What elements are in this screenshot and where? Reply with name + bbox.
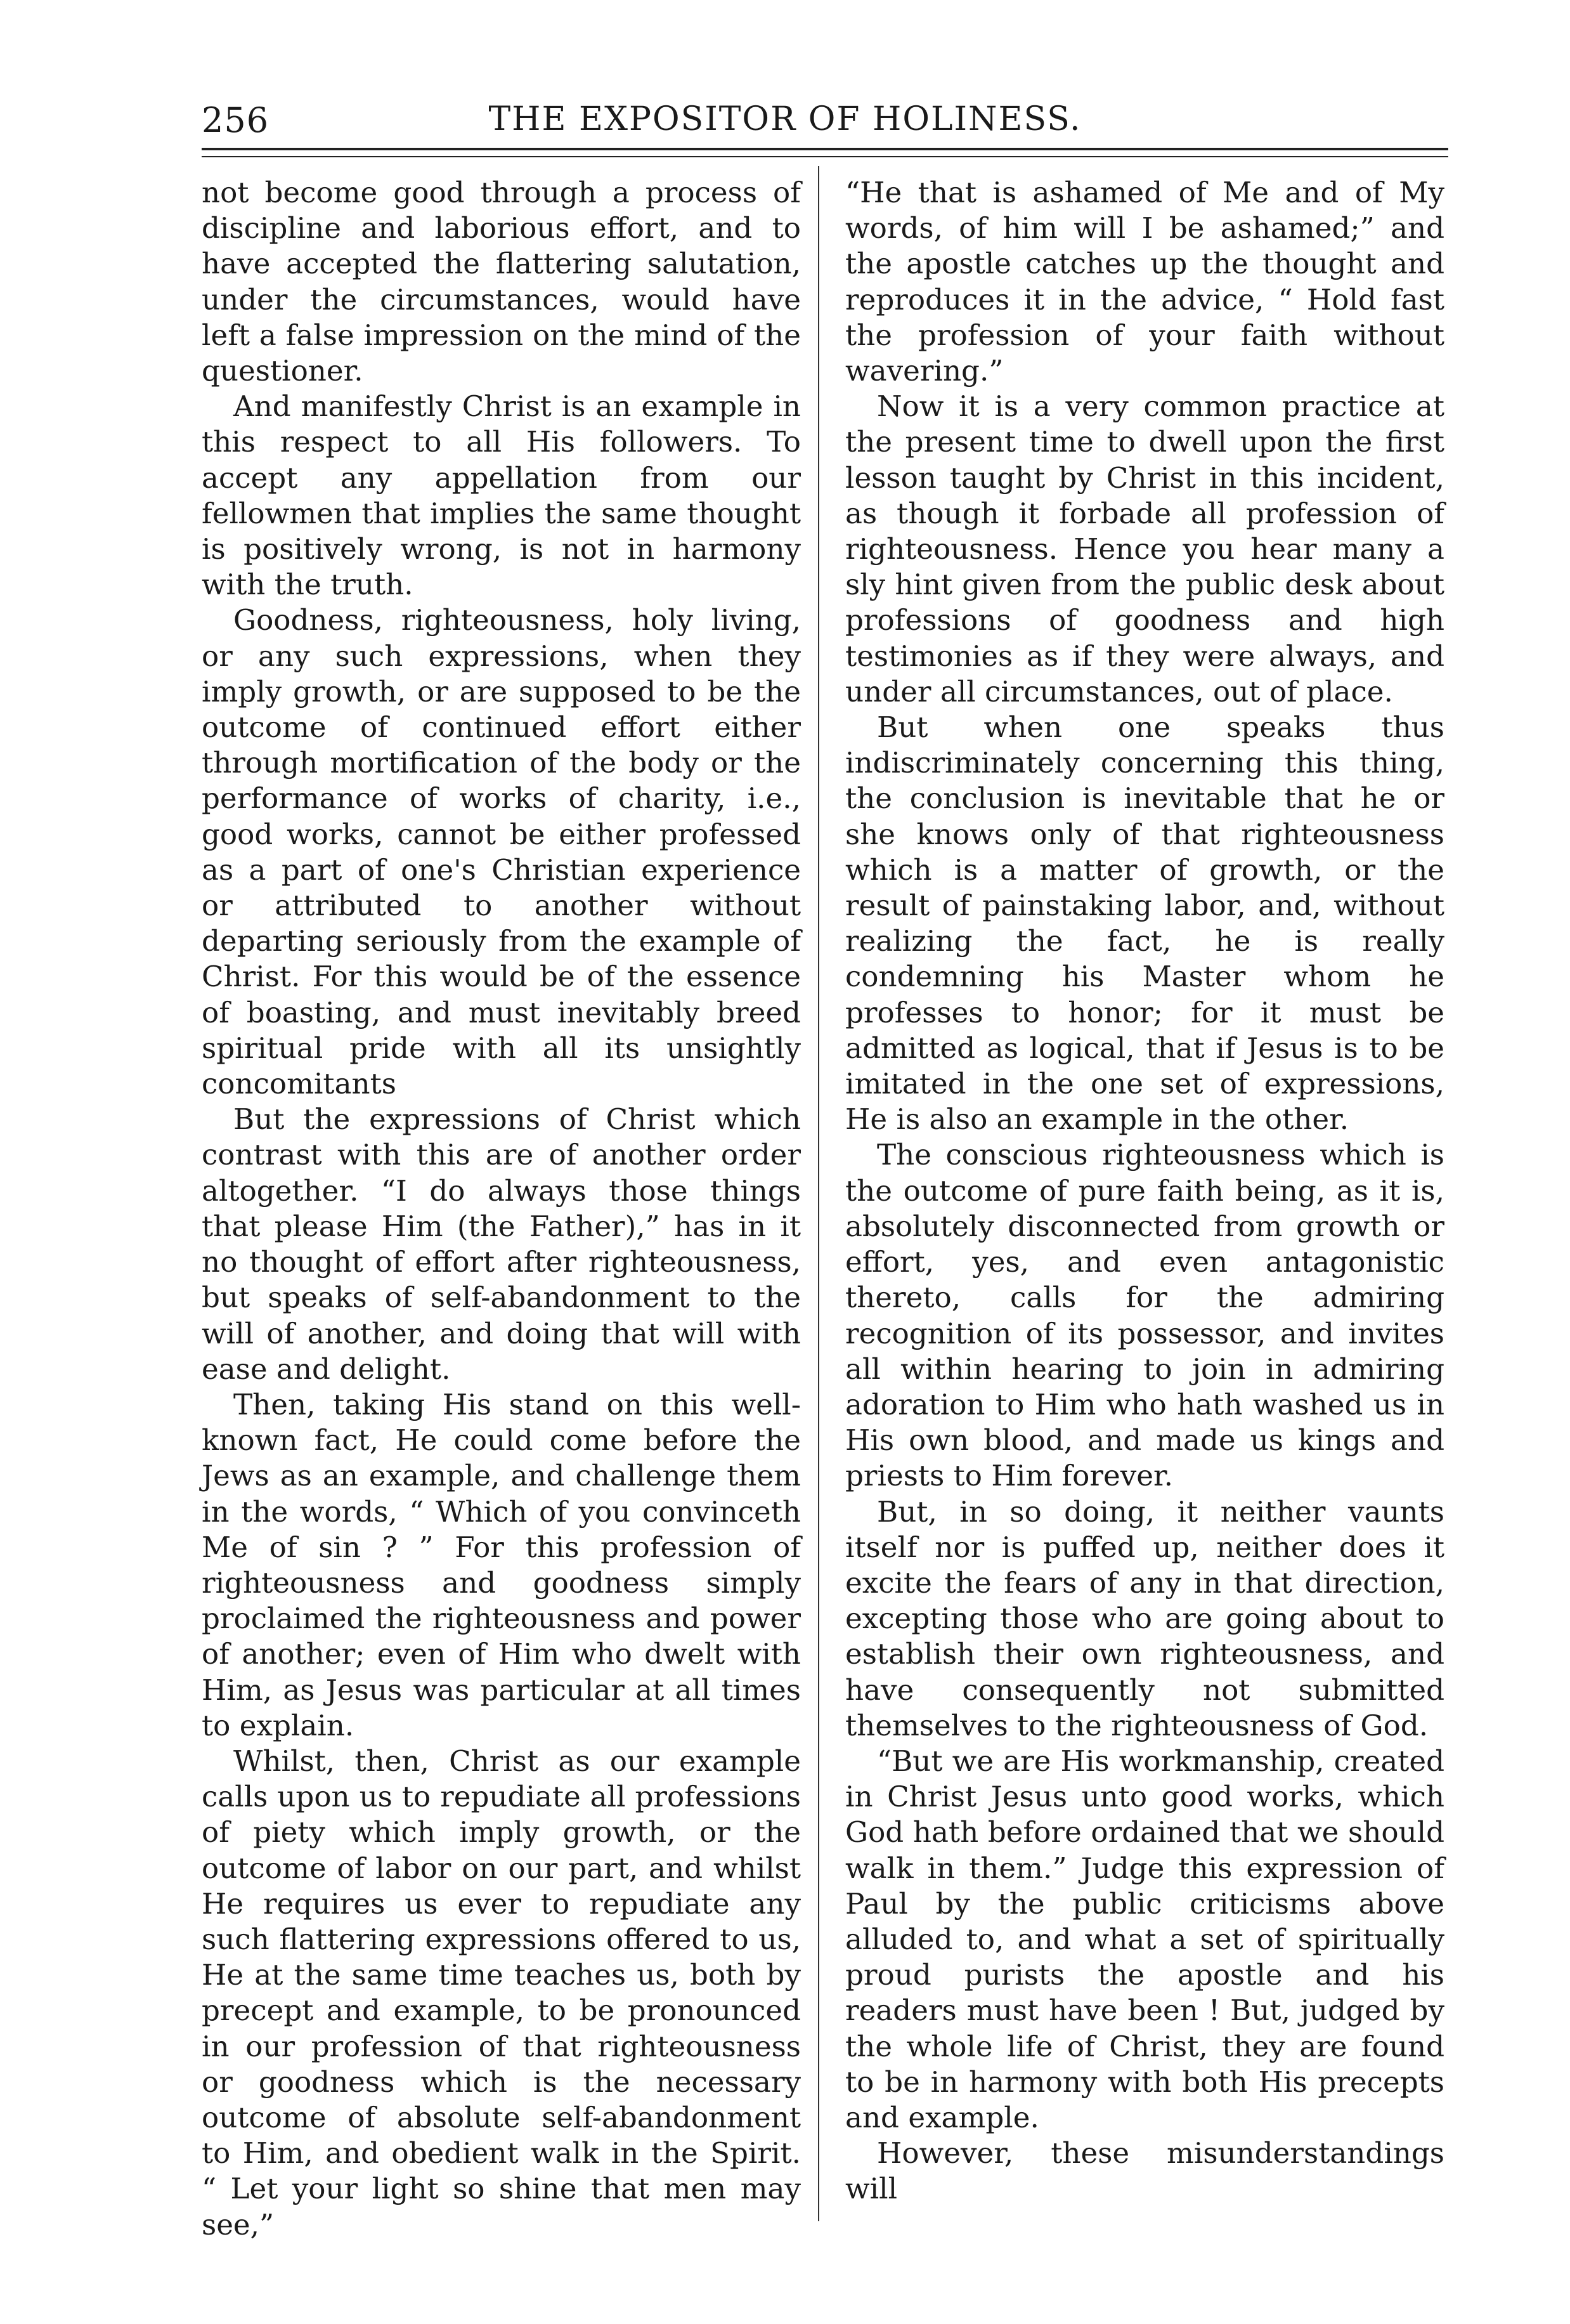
running-title: THE EXPOSITOR OF HOLINESS. bbox=[488, 100, 1082, 138]
paragraph: However, these misunderstandings will bbox=[845, 2136, 1444, 2206]
header-rule-thin bbox=[202, 156, 1448, 157]
paragraph: Now it is a very common practice at the present time to dwell upon the first lesson taught by Christ in this incident, as though it forbade all profession of righteousness. Hence you hear many a sly hint given from the public desk about professions of goodness and high testimonies as if they were always, and under all circumstances, out of place. bbox=[845, 389, 1444, 708]
paragraph: Then, taking His stand on this well-known fact, He could come before the Jews as an example, and challenge them in the words, “ Which of you convinceth Me of sin ? ” For this profession of righteousness and goodness simply proclaimed the righteousness and power of another; even of Him who dwelt with Him, as Jesus was particular at all times to explain. bbox=[202, 1387, 801, 1742]
paragraph: Whilst, then, Christ as our example calls upon us to repudiate all professions of piety which imply growth, or the outcome of labor on our part, and whilst He requires us ever to repudiate any such flattering expressions offered to us, He at the same time teaches us, both by precept and example, to be pronounced in our profession of that righteousness or goodness which is the necessary outcome of absolute self-abandonment to Him, and obedient walk in the Spirit. “ Let your light so shine that men may see,” bbox=[202, 1744, 801, 2242]
paragraph: But, in so doing, it neither vaunts itself nor is puffed up, neither does it excite the fears of any in that direction, excepting those who are going about to establish their own righteousness, and have consequently not submitted themselves to the righteousness of God. bbox=[845, 1494, 1444, 1742]
paragraph: And manifestly Christ is an example in this respect to all His followers. To accept any appellation from our fellowmen that implies the same thought is positively wrong, is not in harmony with the truth. bbox=[202, 389, 801, 602]
page-number: 256 bbox=[202, 100, 269, 140]
right-column bbox=[845, 175, 1444, 2207]
paragraph: But when one speaks thus indiscriminately concerning this thing, the conclusion is inevitable that he or she knows only of that righteousness which is a matter of growth, or the result of painstaking labor, and, without realizing the fact, he is really condemning his Master whom he professes to honor; for it must be admitted as logical, that if Jesus is to be imitated in the one set of expressions, He is also an example in the other. bbox=[845, 710, 1444, 1137]
paragraph: The conscious righteousness which is the outcome of pure faith being, as it is, absolutely disconnected from growth or effort, yes, and even antagonistic thereto, calls for the admiring recognition of its possessor, and invites all within hearing to join in admiring adoration to Him who hath washed us in His own blood, and made us kings and priests to Him forever. bbox=[845, 1138, 1444, 1493]
paragraph: Goodness, righteousness, holy living, or any such expressions, when they imply growth, or are supposed to be the outcome of continued effort either through mortification of the body or the performance of works of charity, i.e., good works, cannot be either professed as a part of one's Christian experience or attributed to another without departing seriously from the example of Christ. For this would be of the essence of boasting, and must inevitably breed spiritual pride with all its unsightly concomitants bbox=[202, 603, 801, 1101]
paragraph: But the expressions of Christ which contrast with this are of another order altogether. “I do always those things that please Him (the Father),” has in it no thought of effort after righteousness, but speaks of self-abandonment to the will of another, and doing that will with ease and delight. bbox=[202, 1102, 801, 1386]
column-divider bbox=[818, 166, 819, 2221]
left-column bbox=[202, 175, 801, 2243]
paragraph: “But we are His workmanship, created in Christ Jesus unto good works, which God hath before ordained that we should walk in them.” Judge this expression of Paul by the public criticisms above alluded to, and what a set of spiritually proud purists the apostle and his readers must have been ! But, judged by the whole life of Christ, they are found to be in harmony with both His precepts and example. bbox=[845, 1744, 1444, 2134]
paragraph: not become good through a process of discipline and laborious effort, and to have accepted the flattering salutation, under the circumstances, would have left a false impression on the mind of the questioner. bbox=[202, 176, 801, 388]
header-rule-thick bbox=[202, 148, 1448, 150]
paragraph: “He that is ashamed of Me and of My words, of him will I be ashamed;” and the apostle catches up the thought and reproduces it in the advice, “ Hold fast the profession of your faith without wavering.” bbox=[845, 176, 1444, 388]
